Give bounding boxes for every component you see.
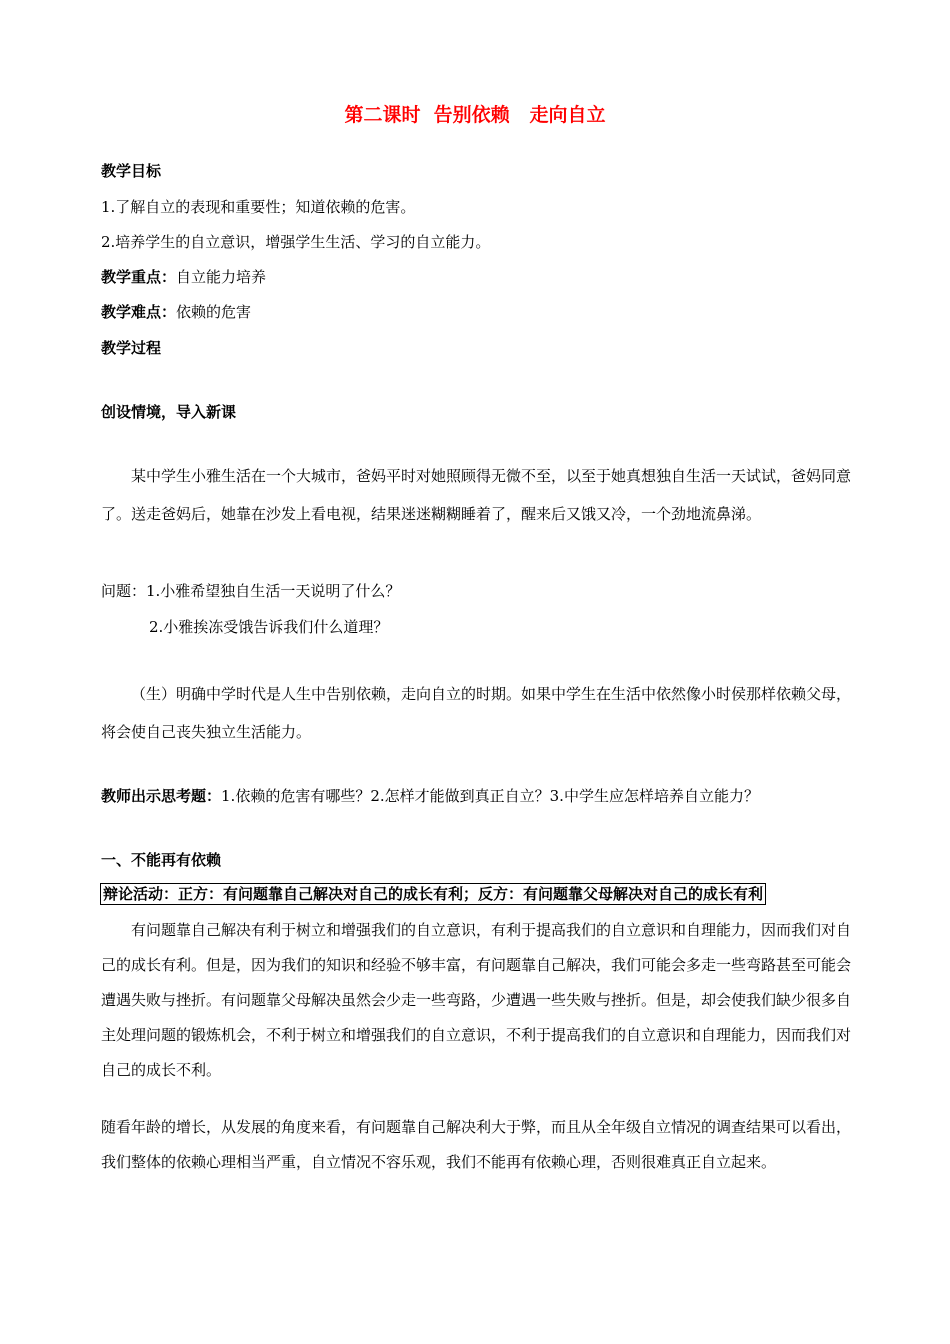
teacher-questions-text: 1.依赖的危害有哪些？2.怎样才能做到真正自立？3.中学生应怎样培养自立能力？	[221, 787, 759, 805]
objective-item-1: 1.了解自立的表现和重要性；知道依赖的危害。	[101, 198, 416, 216]
difficulty	[101, 302, 251, 322]
story-paragraph: 某中学生小雅生活在一个大城市，爸妈平时对她照顾得无微不至，以至于她真想独自生活一天试试，爸妈同意了。送走爸妈后，她靠在沙发上看电视，结果迷迷糊糊睡着了，醒来后又饿又冷，一个劲地流鼻涕。	[101, 467, 852, 523]
process-heading: 教学过程	[101, 339, 162, 357]
section-1-paragraph-2: 随看年龄的增长，从发展的角度来看，有问题靠自己解决利大于弊，而且从全年级自立情况的调查结果可以看出，我们整体的依赖心理相当严重，自立情况不容乐观，我们不能再有依赖心理，否则很难真正自立起来。	[101, 1118, 852, 1171]
question-2: 2.小雅挨冻受饿告诉我们什么道理？	[149, 618, 389, 636]
teacher-questions	[101, 786, 759, 806]
question-1: 问题：1.小雅希望独自生活一天说明了什么？	[101, 582, 401, 600]
debate-label: 辩论活动：	[103, 885, 179, 903]
debate-text: 正方：有问题靠自己解决对自己的成长有利；反方：有问题靠父母解决对自己的成长有利	[178, 885, 764, 903]
debate-activity-box	[100, 883, 766, 905]
difficulty-label: 教学难点：	[101, 303, 177, 321]
teacher-questions-label: 教师出示思考题：	[101, 787, 222, 805]
page-title: 第二课时 告别依赖 走向自立	[344, 104, 606, 126]
section-1-paragraph-1: 有问题靠自己解决有利于树立和增强我们的自立意识，有利于提高我们的自立意识和自理能力，因而我们对自己的成长有利。但是，因为我们的知识和经验不够丰富，有问题靠自己解决，我们可能会多走一些弯路甚至可能会遭遇失败与挫折。有问题靠父母解决虽然会少走一些弯路，少遭遇一些失败与挫折。但是，却会使我们缺少很多自主处理问题的锻炼机会，不利于树立和增强我们的自立意识，不利于提高我们的自立意识和自理能力，因而我们对自己的成长不利。	[101, 921, 852, 1079]
student-answer: （生）明确中学时代是人生中告别依赖，走向自立的时期。如果中学生在生活中依然像小时侯那样依赖父母，将会使自己丧失独立生活能力。	[101, 685, 852, 741]
difficulty-value: 依赖的危害	[176, 303, 252, 321]
key-point-label: 教学重点：	[101, 268, 177, 286]
objectives-heading: 教学目标	[101, 162, 162, 180]
objective-item-2: 2.培养学生的自立意识，增强学生生活、学习的自立能力。	[101, 233, 491, 251]
key-point	[101, 267, 266, 287]
key-point-value: 自立能力培养	[176, 268, 267, 286]
intro-heading: 创设情境，导入新课	[101, 403, 237, 421]
section-1-heading: 一、不能再有依赖	[101, 851, 222, 869]
